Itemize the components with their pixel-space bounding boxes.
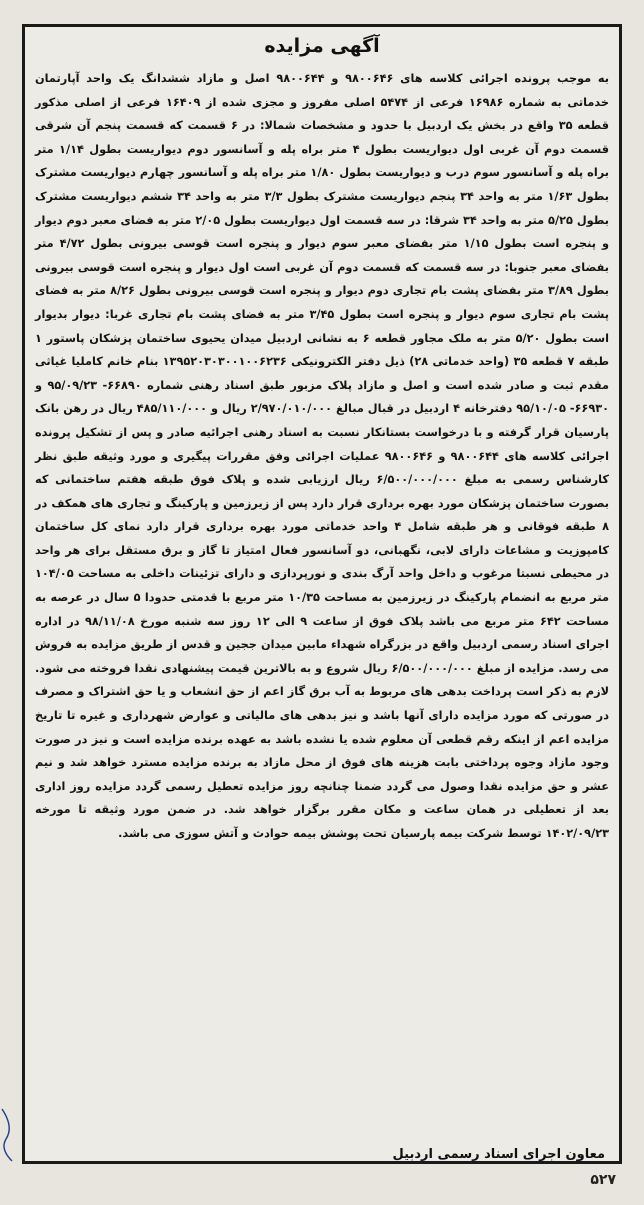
notice-body — [35, 67, 609, 846]
notice-signature: معاون اجرای اسناد رسمی اردبیل — [392, 1147, 605, 1162]
notice-frame — [22, 24, 622, 1164]
ad-number: ۵۲۷ — [590, 1172, 616, 1188]
notice-body-text: به موجب پرونده اجرائی کلاسه های ۹۸۰۰۶۴۶ و ۹۸۰۰۶۴۴ اصل و مازاد ششدانگ یک واحد آپارتمان خدماتی به شماره ۱۶۹۸۶ فرعی از ۵۴۷۴ اصلی مفروز و مجزی شده از ۱۶۴۰۹ فرعی از اصلی مذکور قطعه ۳۵ واقع در بخش یک اردبیل با حدود و مشخصات شمالا: در ۶ قسمت که قسمت پنجم آن شرقی قسمت دوم آن غربی اول دیواریست بطول ۴ متر براه پله و آسانسور دوم دیواریست بطول ۱/۱۴ متر براه پله و آسانسور سوم درب و دیواریست بطول ۱/۸۰ متر براه پله و آسانسور چهارم دیواریست مشترک بطول ۱/۶۳ متر به واحد ۳۴ پنجم دیواریست مشترک بطول ۳/۳ متر به واحد ۳۴ ششم دیواریست مشترک بطول ۵/۲۵ متر به واحد ۳۴ شرقا: در سه قسمت اول دیواریست بطول ۲/۰۵ متر به فضای معبر دوم دیوار و پنجره است بطول ۱/۱۵ متر بفضای معبر سوم دیوار و پنجره است قوسی بیرونی بطول ۴/۷۲ متر بفضای معبر جنوبا: در سه قسمت که قسمت دوم آن غربی است اول دیوار و پنجره است قوسی بیرونی بطول ۳/۸۹ متر بفضای پشت بام تجاری دوم دیوار و پنجره است قوسی بیرونی بطول ۸/۲۶ متر به فضای پشت بام تجاری سوم دیوار و پنجره است بطول ۳/۴۵ متر به فضای پشت بام تجاری غربا: دیوار بدیوار است بطول ۵/۲۰ متر به ملک مجاور قطعه ۶ به نشانی اردبیل میدان یحیوی ساختمان پزشکان پاستور ۱ طبقه ۷ قطعه ۳۵ (واحد خدماتی ۲۸) ذیل دفتر الکترونیکی ۱۳۹۵۲۰۳۰۳۰۰۱۰۰۶۲۳۶ بنام خانم کاملیا غیاثی مقدم ثبت و صادر شده است و اصل و مازاد پلاک مزبور طبق اسناد رهنی شماره ۶۶۸۹۰- ۹۵/۰۹/۲۳ و ۶۶۹۳۰- ۹۵/۱۰/۰۵ دفترخانه ۴ اردبیل در قبال مبالغ ۲/۹۷۰/۰۱۰/۰۰۰ ریال و ۴۸۵/۱۱۰/۰۰۰ ریال در رهن بانک پارسیان قرار گرفته و با درخواست بستانکار نسبت به اسناد رهنی اجرائیه صادر و پس از تشکیل پرونده اجرائی کلاسه های ۹۸۰۰۶۴۴ و ۹۸۰۰۶۴۶ عملیات اجرائی وفق مقررات پیگیری و مورد وثیقه طبق نظر کارشناس رسمی به مبلغ ۶/۵۰۰/۰۰۰/۰۰۰ ریال ارزیابی شده و پلاک فوق طبقه هفتم ساختمانی که بصورت ساختمان پزشکان مورد بهره برداری قرار دارد پس از زیرزمین و پارکینگ و تجاری های همکف در ۸ طبقه فوقانی و هر طبقه شامل ۴ واحد خدماتی مورد بهره برداری قرار دارد نمای کل ساختمان کامپوزیت و مشاعات دارای لابی، نگهبانی، دو آسانسور فعال امتیاز تا گاز و برق مستقل برای هر واحد در محیطی نسبتا مرغوب و داخل واحد آرگ بندی و نورپردازی و دارای تزئینات داخلی به مساحت ۱۰۴/۰۵ متر مربع به انضمام پارکینگ در زیرزمین به مساحت ۱۰/۳۵ متر مربع با قدمتی حدودا ۵ سال در عرصه به مساحت ۶۴۲ متر مربع می باشد پلاک فوق از ساعت ۹ الی ۱۲ روز سه شنبه مورخ ۹۸/۱۱/۰۸ در اداره اجرای اسناد رسمی اردبیل واقع در بزرگراه شهداء مابین میدان ججین و قدس از طریق مزایده به فروش می رسد. مزایده از مبلغ ۶/۵۰۰/۰۰۰/۰۰۰ ریال شروع و به بالاترین قیمت پیشنهادی نقدا فروخته می شود. لازم به ذکر است پرداخت بدهی های مربوط به آب برق گاز اعم از حق انشعاب و یا حق اشتراک و مصرف در صورتی که مورد مزایده دارای آنها باشد و نیز بدهی های مالیاتی و عوارض شهرداری و غیره تا تاریخ مزایده اعم از اینکه رقم قطعی آن معلوم شده یا نشده باشد به عهده برنده مزایده است و نیز در صورت وجود مازاد وجوه پرداختی بابت هزینه های فوق از محل مازاد به برنده مزایده مسترد خواهد شد و نیم عشر و حق مزایده نقدا وصول می گردد ضمنا چنانچه روز مزایده تعطیل رسمی گردد مزایده روز اداری بعد از تعطیلی در همان ساعت و مکان مقرر برگزار خواهد شد. در ضمن مورد وثیقه تا مورخه ۱۴۰۲/۰۹/۲۳ توسط شرکت بیمه پارسیان تحت پوشش بیمه حوادث و آتش سوزی می باشد. — [34, 72, 610, 840]
pen-mark-icon — [0, 1105, 30, 1165]
notice-title: آگهی مزایده — [264, 35, 380, 57]
